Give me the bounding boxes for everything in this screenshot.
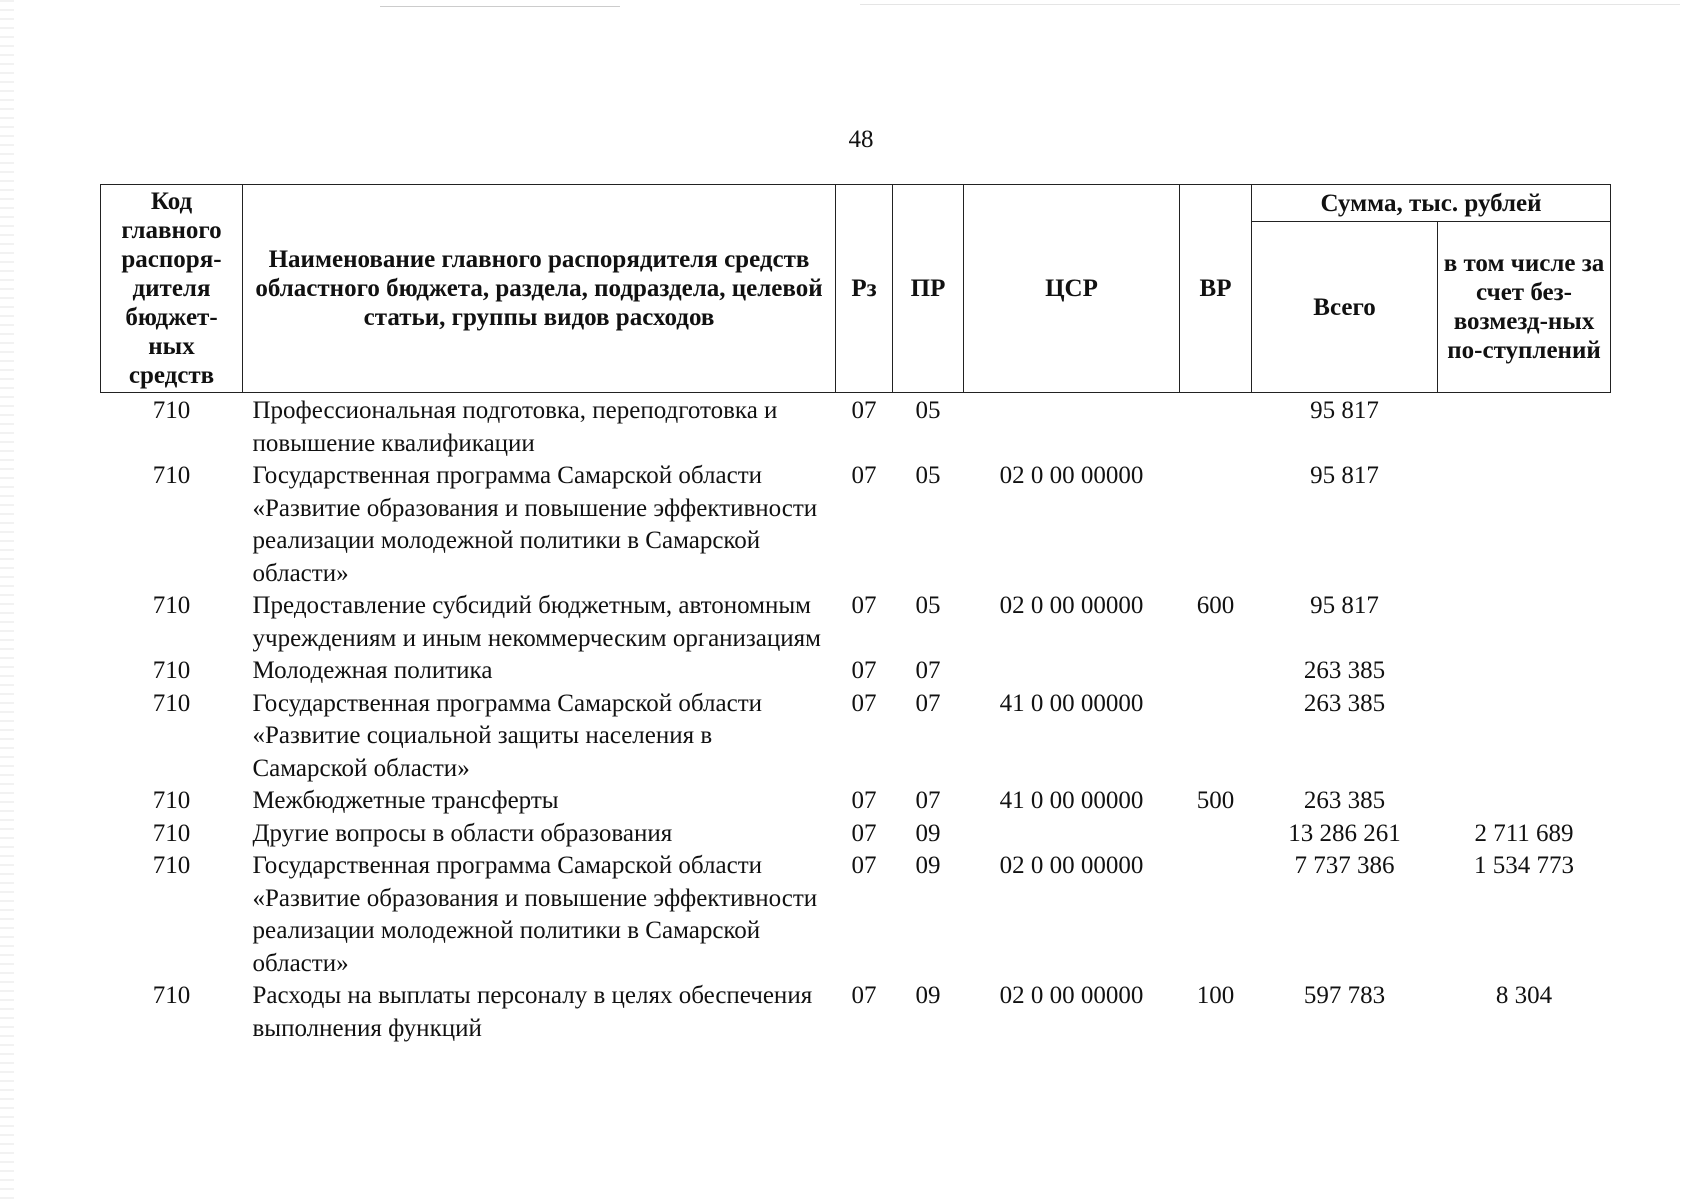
cell-vr — [1180, 818, 1252, 851]
cell-csr: 02 0 00 00000 — [999, 462, 1144, 489]
cell-pr: 07 — [915, 787, 941, 814]
cell-code: 710 — [152, 787, 191, 814]
header-vr: ВР — [1180, 185, 1252, 393]
scan-mark-top — [380, 6, 620, 7]
cell-name: Предоставление субсидий бюджетным, автономным учреждениям и иным некоммерческим организациям — [252, 592, 821, 652]
header-name: Наименование главного распорядителя средств областного бюджета, раздела, подраздела, целевой статьи, группы видов расходов — [243, 185, 836, 393]
header-sum-group: Сумма, тыс. рублей — [1252, 185, 1611, 222]
table-row — [101, 785, 1611, 818]
scan-mark-top-right — [860, 4, 1680, 5]
cell-vr — [1180, 655, 1252, 688]
table-row — [101, 688, 1611, 786]
page-number: 48 — [848, 126, 874, 153]
table-row — [101, 980, 1611, 1045]
cell-csr — [964, 818, 1180, 851]
cell-pr: 09 — [915, 982, 941, 1009]
cell-csr: 02 0 00 00000 — [999, 592, 1144, 619]
cell-total: 263 385 — [1303, 657, 1386, 684]
cell-code: 710 — [152, 462, 191, 489]
cell-total: 13 286 261 — [1288, 819, 1401, 847]
cell-pr: 05 — [915, 592, 941, 619]
table-row — [101, 393, 1611, 461]
cell-vr — [1180, 460, 1252, 590]
table-row — [101, 850, 1611, 980]
scan-edge-noise — [0, 0, 14, 1200]
cell-incl — [1438, 393, 1611, 461]
cell-vr — [1180, 850, 1252, 980]
cell-incl: 8 304 — [1495, 982, 1553, 1009]
cell-pr: 07 — [915, 689, 941, 717]
cell-total: 263 385 — [1303, 787, 1386, 814]
cell-total: 95 817 — [1310, 397, 1379, 424]
cell-incl: 1 534 773 — [1474, 852, 1574, 879]
table-row — [101, 460, 1611, 590]
header-incl: в том числе за счет без-возмезд-ных по-ступлений — [1438, 222, 1611, 393]
cell-name: Расходы на выплаты персоналу в целях обеспечения выполнения функций — [252, 982, 813, 1042]
cell-csr: 02 0 00 00000 — [999, 982, 1144, 1009]
budget-table — [100, 184, 1611, 1045]
cell-rz: 07 — [851, 397, 877, 424]
cell-code: 710 — [152, 689, 191, 717]
cell-code: 710 — [152, 657, 191, 684]
cell-code: 710 — [152, 819, 191, 847]
cell-incl: 2 711 689 — [1474, 819, 1574, 847]
cell-csr — [964, 655, 1180, 688]
cell-name: Государственная программа Самарской области «Развитие образования и повышение эффективности реализации молодежной политики в Самарской области» — [252, 852, 818, 977]
header-pr: ПР — [893, 185, 964, 393]
cell-name: Государственная программа Самарской области «Развитие социальной защиты населения в Самарской области» — [252, 689, 762, 782]
cell-name: Молодежная политика — [252, 657, 493, 684]
cell-total: 95 817 — [1310, 592, 1379, 619]
cell-pr: 09 — [915, 852, 941, 879]
cell-rz: 07 — [851, 657, 877, 684]
cell-vr: 500 — [1196, 787, 1235, 814]
cell-rz: 07 — [851, 689, 877, 717]
cell-name: Государственная программа Самарской области «Развитие образования и повышение эффективности реализации молодежной политики в Самарской области» — [252, 462, 818, 587]
cell-rz: 07 — [851, 462, 877, 489]
cell-csr: 02 0 00 00000 — [999, 852, 1144, 879]
cell-code: 710 — [152, 397, 191, 424]
cell-csr: 41 0 00 00000 — [999, 787, 1144, 814]
header-csr: ЦСР — [964, 185, 1180, 393]
header-rz: Рз — [836, 185, 893, 393]
cell-vr: 600 — [1196, 592, 1235, 619]
cell-total: 263 385 — [1303, 689, 1386, 717]
cell-vr: 100 — [1196, 982, 1235, 1009]
cell-rz: 07 — [851, 819, 877, 847]
cell-name: Межбюджетные трансферты — [252, 787, 559, 814]
cell-incl — [1438, 655, 1611, 688]
cell-rz: 07 — [851, 982, 877, 1009]
cell-code: 710 — [152, 852, 191, 879]
cell-total: 95 817 — [1310, 462, 1379, 489]
table-row — [101, 655, 1611, 688]
cell-incl — [1438, 460, 1611, 590]
table-row — [101, 590, 1611, 655]
header-code: Код главного распоря-дителя бюджет-ных средств — [101, 185, 243, 393]
cell-pr: 09 — [915, 819, 941, 847]
cell-incl — [1438, 785, 1611, 818]
cell-vr — [1180, 393, 1252, 461]
cell-rz: 07 — [851, 852, 877, 879]
cell-rz: 07 — [851, 592, 877, 619]
cell-name: Другие вопросы в области образования — [252, 819, 673, 847]
cell-rz: 07 — [851, 787, 877, 814]
cell-name: Профессиональная подготовка, переподготовка и повышение квалификации — [252, 397, 778, 457]
cell-incl — [1438, 688, 1611, 786]
cell-pr: 05 — [915, 462, 941, 489]
cell-pr: 07 — [915, 657, 941, 684]
header-total: Всего — [1252, 222, 1438, 393]
cell-total: 597 783 — [1303, 982, 1386, 1009]
cell-total: 7 737 386 — [1294, 852, 1395, 879]
table-body — [101, 393, 1611, 1046]
cell-pr: 05 — [915, 397, 941, 424]
cell-incl — [1438, 590, 1611, 655]
cell-csr — [964, 393, 1180, 461]
table-row — [101, 818, 1611, 851]
cell-code: 710 — [152, 982, 191, 1009]
cell-code: 710 — [152, 592, 191, 619]
cell-csr: 41 0 00 00000 — [999, 689, 1144, 717]
cell-vr — [1180, 688, 1252, 786]
